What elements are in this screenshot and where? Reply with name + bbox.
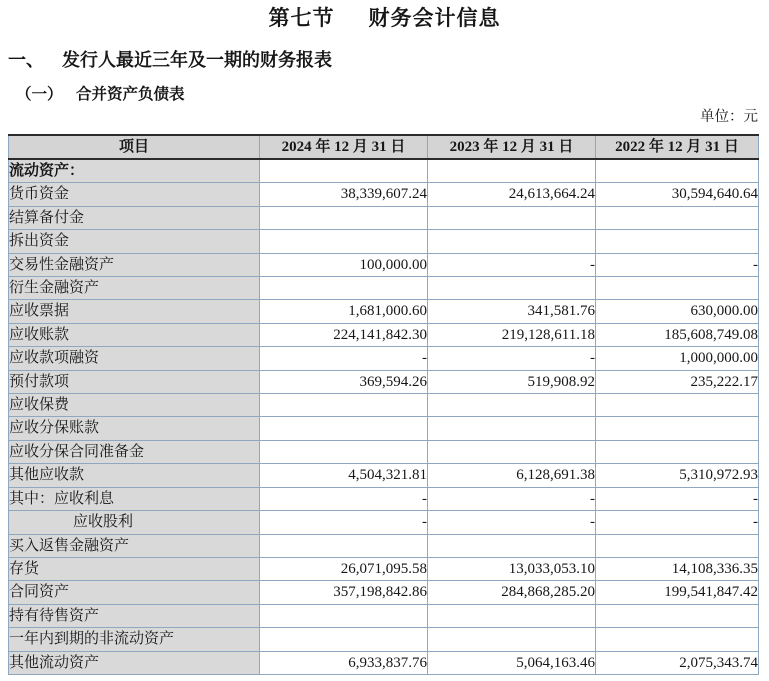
cell-value: - (260, 511, 428, 534)
table-row (9, 159, 759, 183)
cell-value (596, 277, 759, 300)
cell-value (260, 277, 428, 300)
cell-value: - (428, 347, 596, 370)
cell-value: 5,310,972.93 (596, 464, 759, 487)
cell-value: 1,681,000.60 (260, 300, 428, 323)
cell-value: 1,000,000.00 (596, 347, 759, 370)
column-header-2022: 2022 年 12 月 31 日 (596, 135, 759, 159)
table-row (9, 604, 759, 627)
cell-value (428, 628, 596, 651)
cell-value: 219,128,611.18 (428, 323, 596, 346)
table-row (9, 253, 759, 276)
cell-value: 38,339,607.24 (260, 183, 428, 206)
cell-value: - (428, 511, 596, 534)
cell-value (596, 206, 759, 229)
cell-value (596, 534, 759, 557)
cell-value: 4,504,321.81 (260, 464, 428, 487)
cell-value (260, 230, 428, 253)
row-label: 应收股利 (9, 511, 260, 534)
cell-value: 224,141,842.30 (260, 323, 428, 346)
table-row (9, 417, 759, 440)
row-label: 应收分保账款 (9, 417, 260, 440)
cell-value (260, 628, 428, 651)
cell-value: 2,075,343.74 (596, 651, 759, 674)
page-title (0, 6, 769, 32)
table-row (9, 183, 759, 206)
table-row (9, 651, 759, 674)
cell-value: - (596, 487, 759, 510)
subsection-heading-text: 合并资产负债表 (76, 86, 185, 103)
cell-value: 341,581.76 (428, 300, 596, 323)
section-heading-text: 发行人最近三年及一期的财务报表 (62, 50, 332, 70)
cell-value (260, 394, 428, 417)
section-heading-index: 一、 (8, 50, 44, 70)
row-label: 应收票据 (9, 300, 260, 323)
table-row (9, 628, 759, 651)
row-label: 持有待售资产 (9, 604, 260, 627)
cell-value (596, 394, 759, 417)
cell-value: 100,000.00 (260, 253, 428, 276)
row-label: 交易性金融资产 (9, 253, 260, 276)
row-label: 买入返售金融资产 (9, 534, 260, 557)
cell-value: 519,908.92 (428, 370, 596, 393)
row-label: 结算备付金 (9, 206, 260, 229)
row-label: 其他流动资产 (9, 651, 260, 674)
cell-value: - (428, 487, 596, 510)
table-row (9, 557, 759, 580)
cell-value (428, 159, 596, 183)
column-header-2023: 2023 年 12 月 31 日 (428, 135, 596, 159)
cell-value (428, 440, 596, 463)
table-row (9, 511, 759, 534)
cell-value: 369,594.26 (260, 370, 428, 393)
cell-value: - (260, 487, 428, 510)
row-label: 衍生金融资产 (9, 277, 260, 300)
cell-value: 235,222.17 (596, 370, 759, 393)
cell-value (596, 159, 759, 183)
row-label: 应收款项融资 (9, 347, 260, 370)
cell-value (596, 604, 759, 627)
cell-value (428, 417, 596, 440)
cell-value (428, 534, 596, 557)
row-label: 货币资金 (9, 183, 260, 206)
cell-value: 6,933,837.76 (260, 651, 428, 674)
table-body (9, 159, 759, 674)
cell-value (596, 230, 759, 253)
cell-value: 6,128,691.38 (428, 464, 596, 487)
cell-value: 185,608,749.08 (596, 323, 759, 346)
table-row (9, 581, 759, 604)
table-row (9, 394, 759, 417)
row-label: 一年内到期的非流动资产 (9, 628, 260, 651)
cell-value: 14,108,336.35 (596, 557, 759, 580)
subsection-heading (16, 84, 769, 105)
cell-value (428, 394, 596, 417)
table-row (9, 464, 759, 487)
cell-value: 630,000.00 (596, 300, 759, 323)
cell-value (596, 628, 759, 651)
cell-value (260, 604, 428, 627)
cell-value: - (260, 347, 428, 370)
column-header-2024: 2024 年 12 月 31 日 (260, 135, 428, 159)
table-row (9, 230, 759, 253)
table-row (9, 370, 759, 393)
unit-label: 单位：元 (700, 109, 758, 125)
table-row (9, 300, 759, 323)
cell-value (260, 206, 428, 229)
row-label: 预付款项 (9, 370, 260, 393)
cell-value (428, 230, 596, 253)
cell-value (596, 440, 759, 463)
cell-value (260, 534, 428, 557)
table-row (9, 440, 759, 463)
table-row (9, 534, 759, 557)
row-label: 应收账款 (9, 323, 260, 346)
cell-value: - (596, 511, 759, 534)
cell-value: 284,868,285.20 (428, 581, 596, 604)
cell-value: 24,613,664.24 (428, 183, 596, 206)
cell-value (596, 417, 759, 440)
table-row (9, 206, 759, 229)
subsection-heading-index: （一） (16, 86, 63, 103)
balance-sheet-table (8, 134, 759, 675)
page-title-text: 财务会计信息 (368, 7, 501, 30)
cell-value: 13,033,053.10 (428, 557, 596, 580)
column-header-item: 项目 (9, 135, 260, 159)
cell-value: - (428, 253, 596, 276)
cell-value (428, 604, 596, 627)
table-row (9, 323, 759, 346)
cell-value (428, 206, 596, 229)
page-title-section: 第七节 (268, 7, 335, 30)
table-row (9, 347, 759, 370)
cell-value: 30,594,640.64 (596, 183, 759, 206)
cell-value: 26,071,095.58 (260, 557, 428, 580)
row-label: 应收分保合同准备金 (9, 440, 260, 463)
row-label: 流动资产： (9, 159, 260, 183)
cell-value: - (596, 253, 759, 276)
table-row (9, 487, 759, 510)
row-label: 存货 (9, 557, 260, 580)
row-label: 其中：应收利息 (9, 487, 260, 510)
row-label: 其他应收款 (9, 464, 260, 487)
row-label: 应收保费 (9, 394, 260, 417)
table-header-row (9, 135, 759, 159)
cell-value (260, 159, 428, 183)
cell-value: 357,198,842.86 (260, 581, 428, 604)
table-row (9, 277, 759, 300)
row-label: 合同资产 (9, 581, 260, 604)
cell-value (428, 277, 596, 300)
cell-value: 5,064,163.46 (428, 651, 596, 674)
cell-value (260, 440, 428, 463)
section-heading (8, 48, 769, 72)
cell-value (260, 417, 428, 440)
row-label: 拆出资金 (9, 230, 260, 253)
cell-value: 199,541,847.42 (596, 581, 759, 604)
